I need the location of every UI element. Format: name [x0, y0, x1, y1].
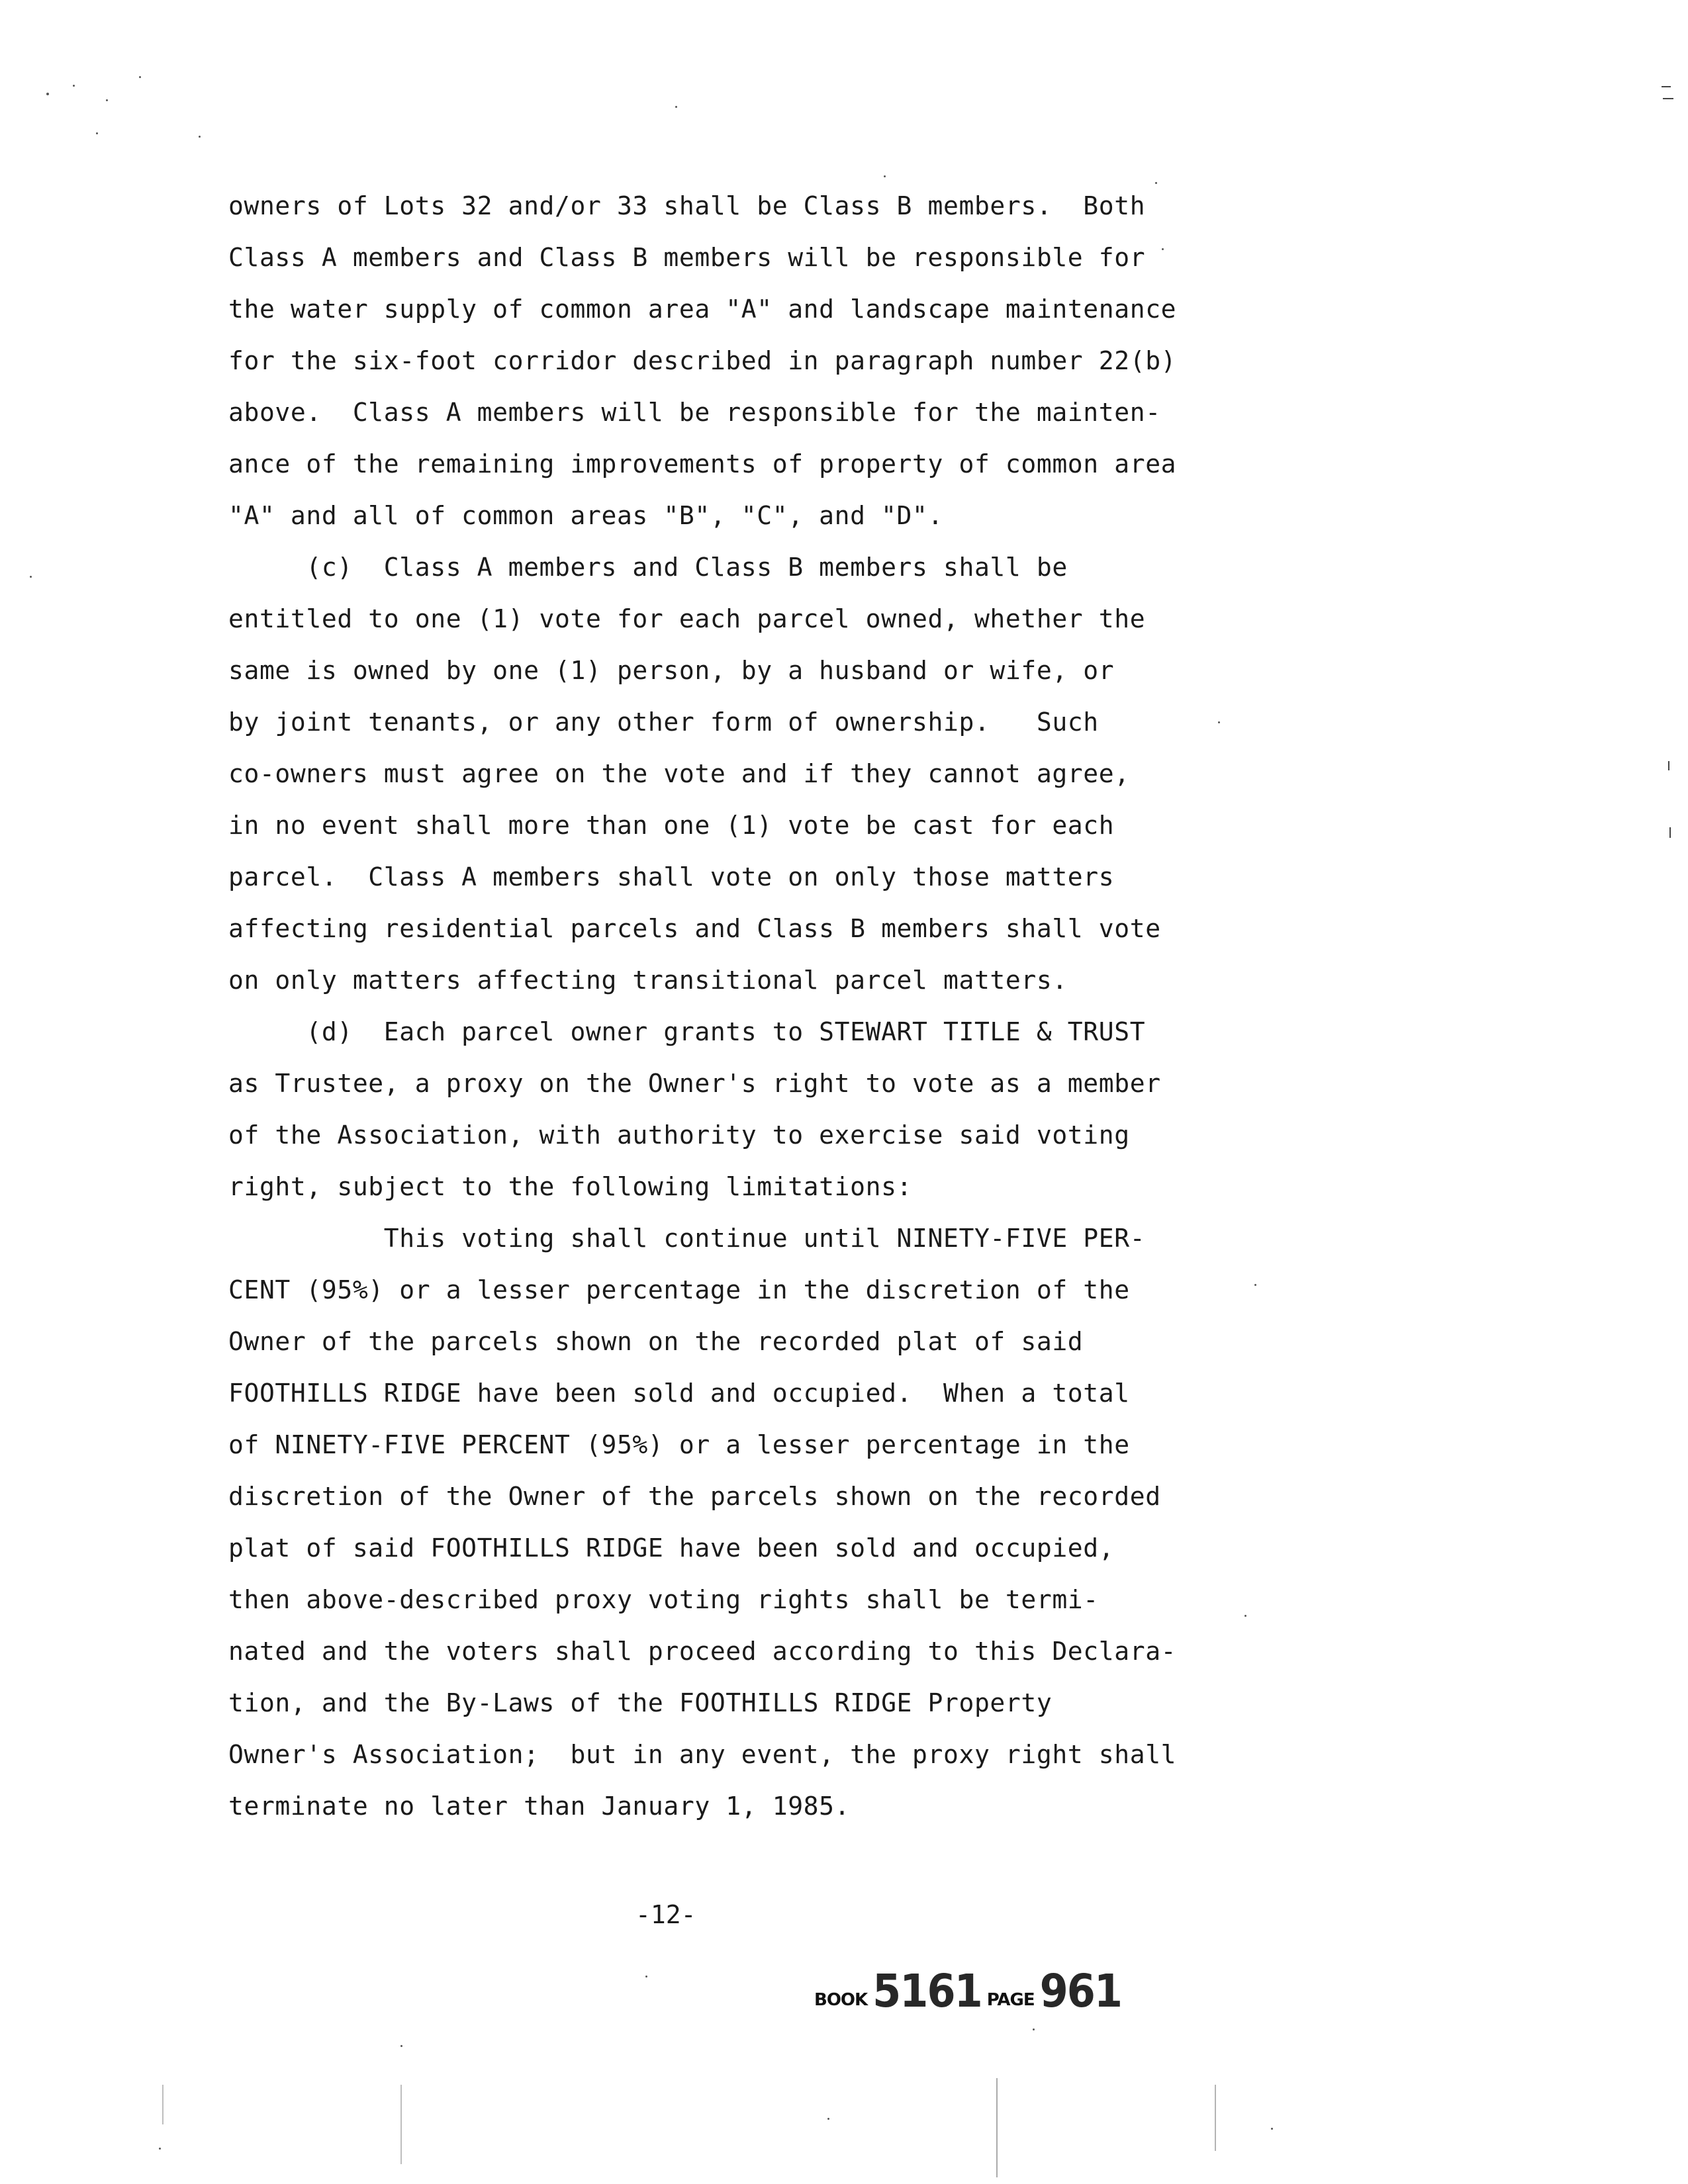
text-line: (c) Class A members and Class B members shall be: [228, 553, 1068, 582]
text-line: (d) Each parcel owner grants to STEWART TITLE & TRUST: [228, 1017, 1146, 1046]
text-line: Owner of the parcels shown on the recorded plat of said: [228, 1327, 1084, 1356]
text-line: the water supply of common area "A" and landscape maintenance: [228, 295, 1177, 324]
scan-speck: [1218, 721, 1220, 723]
text-line: on only matters affecting transitional parcel matters.: [228, 966, 1068, 995]
text-line: Owner's Association; but in any event, the proxy right shall: [228, 1740, 1177, 1769]
page-number: -12-: [635, 1900, 696, 1929]
scan-speck: [675, 106, 677, 108]
stamp-book-number: 5161: [872, 1964, 982, 2018]
text-line: right, subject to the following limitations:: [228, 1172, 913, 1201]
text-line: "A" and all of common areas "B", "C", and "D".: [228, 501, 943, 530]
scan-edge-mark: [400, 2085, 402, 2164]
text-line: then above-described proxy voting rights shall be termi-: [228, 1585, 1099, 1614]
text-line: CENT (95%) or a lesser percentage in the discretion of the: [228, 1275, 1130, 1304]
scan-edge-mark: [1662, 86, 1671, 87]
scan-speck: [884, 175, 886, 177]
paragraph-b-continued: [228, 180, 1221, 541]
text-line: tion, and the By-Laws of the FOOTHILLS RIDGE Property: [228, 1688, 1053, 1717]
text-line: Class A members and Class B members will be responsible for: [228, 243, 1146, 272]
scan-speck: [645, 1976, 647, 1978]
paragraph-voting-limitations: [228, 1212, 1221, 1832]
scan-speck: [106, 99, 108, 101]
text-line: FOOTHILLS RIDGE have been sold and occupied. When a total: [228, 1379, 1130, 1408]
scan-edge-mark: [1668, 761, 1669, 770]
text-line: above. Class A members will be responsible for the mainten-: [228, 398, 1161, 427]
scan-speck: [159, 2148, 161, 2150]
scan-speck: [1271, 2128, 1273, 2130]
scan-speck: [96, 132, 98, 134]
scan-edge-mark: [162, 2085, 164, 2124]
stamp-page-number: 961: [1039, 1964, 1122, 2018]
scan-speck: [46, 93, 49, 95]
paragraph-d: [228, 1006, 1221, 1212]
scan-speck: [1254, 1284, 1256, 1286]
text-line: in no event shall more than one (1) vote be cast for each: [228, 811, 1115, 840]
stamp-book-label: BOOK: [814, 1990, 868, 2010]
text-line: of the Association, with authority to exercise said voting: [228, 1120, 1130, 1150]
scan-edge-mark: [1669, 827, 1671, 838]
scan-speck: [30, 576, 32, 578]
scan-speck: [1033, 2028, 1035, 2030]
text-line: of NINETY-FIVE PERCENT (95%) or a lesser percentage in the: [228, 1430, 1130, 1459]
scan-edge-mark: [1663, 98, 1673, 99]
scan-edge-mark: [996, 2078, 998, 2177]
text-line: ance of the remaining improvements of property of common area: [228, 449, 1177, 478]
text-line: same is owned by one (1) person, by a husband or wife, or: [228, 656, 1115, 685]
text-line: entitled to one (1) vote for each parcel owned, whether the: [228, 604, 1146, 633]
text-line: co-owners must agree on the vote and if they cannot agree,: [228, 759, 1130, 788]
scan-speck: [199, 136, 201, 138]
scan-speck: [139, 76, 141, 78]
scan-speck: [1162, 248, 1164, 250]
stamp-page-label: PAGE: [986, 1990, 1035, 2010]
text-line: This voting shall continue until NINETY-FIVE PER-: [228, 1224, 1146, 1253]
scan-speck: [1155, 182, 1157, 184]
text-line: affecting residential parcels and Class B members shall vote: [228, 914, 1161, 943]
text-line: plat of said FOOTHILLS RIDGE have been sold and occupied,: [228, 1533, 1115, 1563]
scan-speck: [1244, 1615, 1246, 1617]
text-line: owners of Lots 32 and/or 33 shall be Class B members. Both: [228, 191, 1146, 220]
text-line: by joint tenants, or any other form of ownership. Such: [228, 707, 1099, 737]
text-line: parcel. Class A members shall vote on only those matters: [228, 862, 1115, 891]
text-line: nated and the voters shall proceed according to this Declara-: [228, 1637, 1177, 1666]
paragraph-c: [228, 541, 1221, 1006]
scan-speck: [827, 2118, 829, 2120]
book-page-stamp: [814, 1964, 1122, 2018]
scan-speck: [400, 2045, 402, 2047]
text-line: terminate no later than January 1, 1985.: [228, 1792, 851, 1821]
text-line: for the six-foot corridor described in paragraph number 22(b): [228, 346, 1177, 375]
scan-speck: [73, 85, 75, 87]
scan-edge-mark: [1215, 2085, 1216, 2151]
text-line: discretion of the Owner of the parcels shown on the recorded: [228, 1482, 1161, 1511]
text-line: as Trustee, a proxy on the Owner's right to vote as a member: [228, 1069, 1161, 1098]
document-body: [228, 180, 1221, 1832]
